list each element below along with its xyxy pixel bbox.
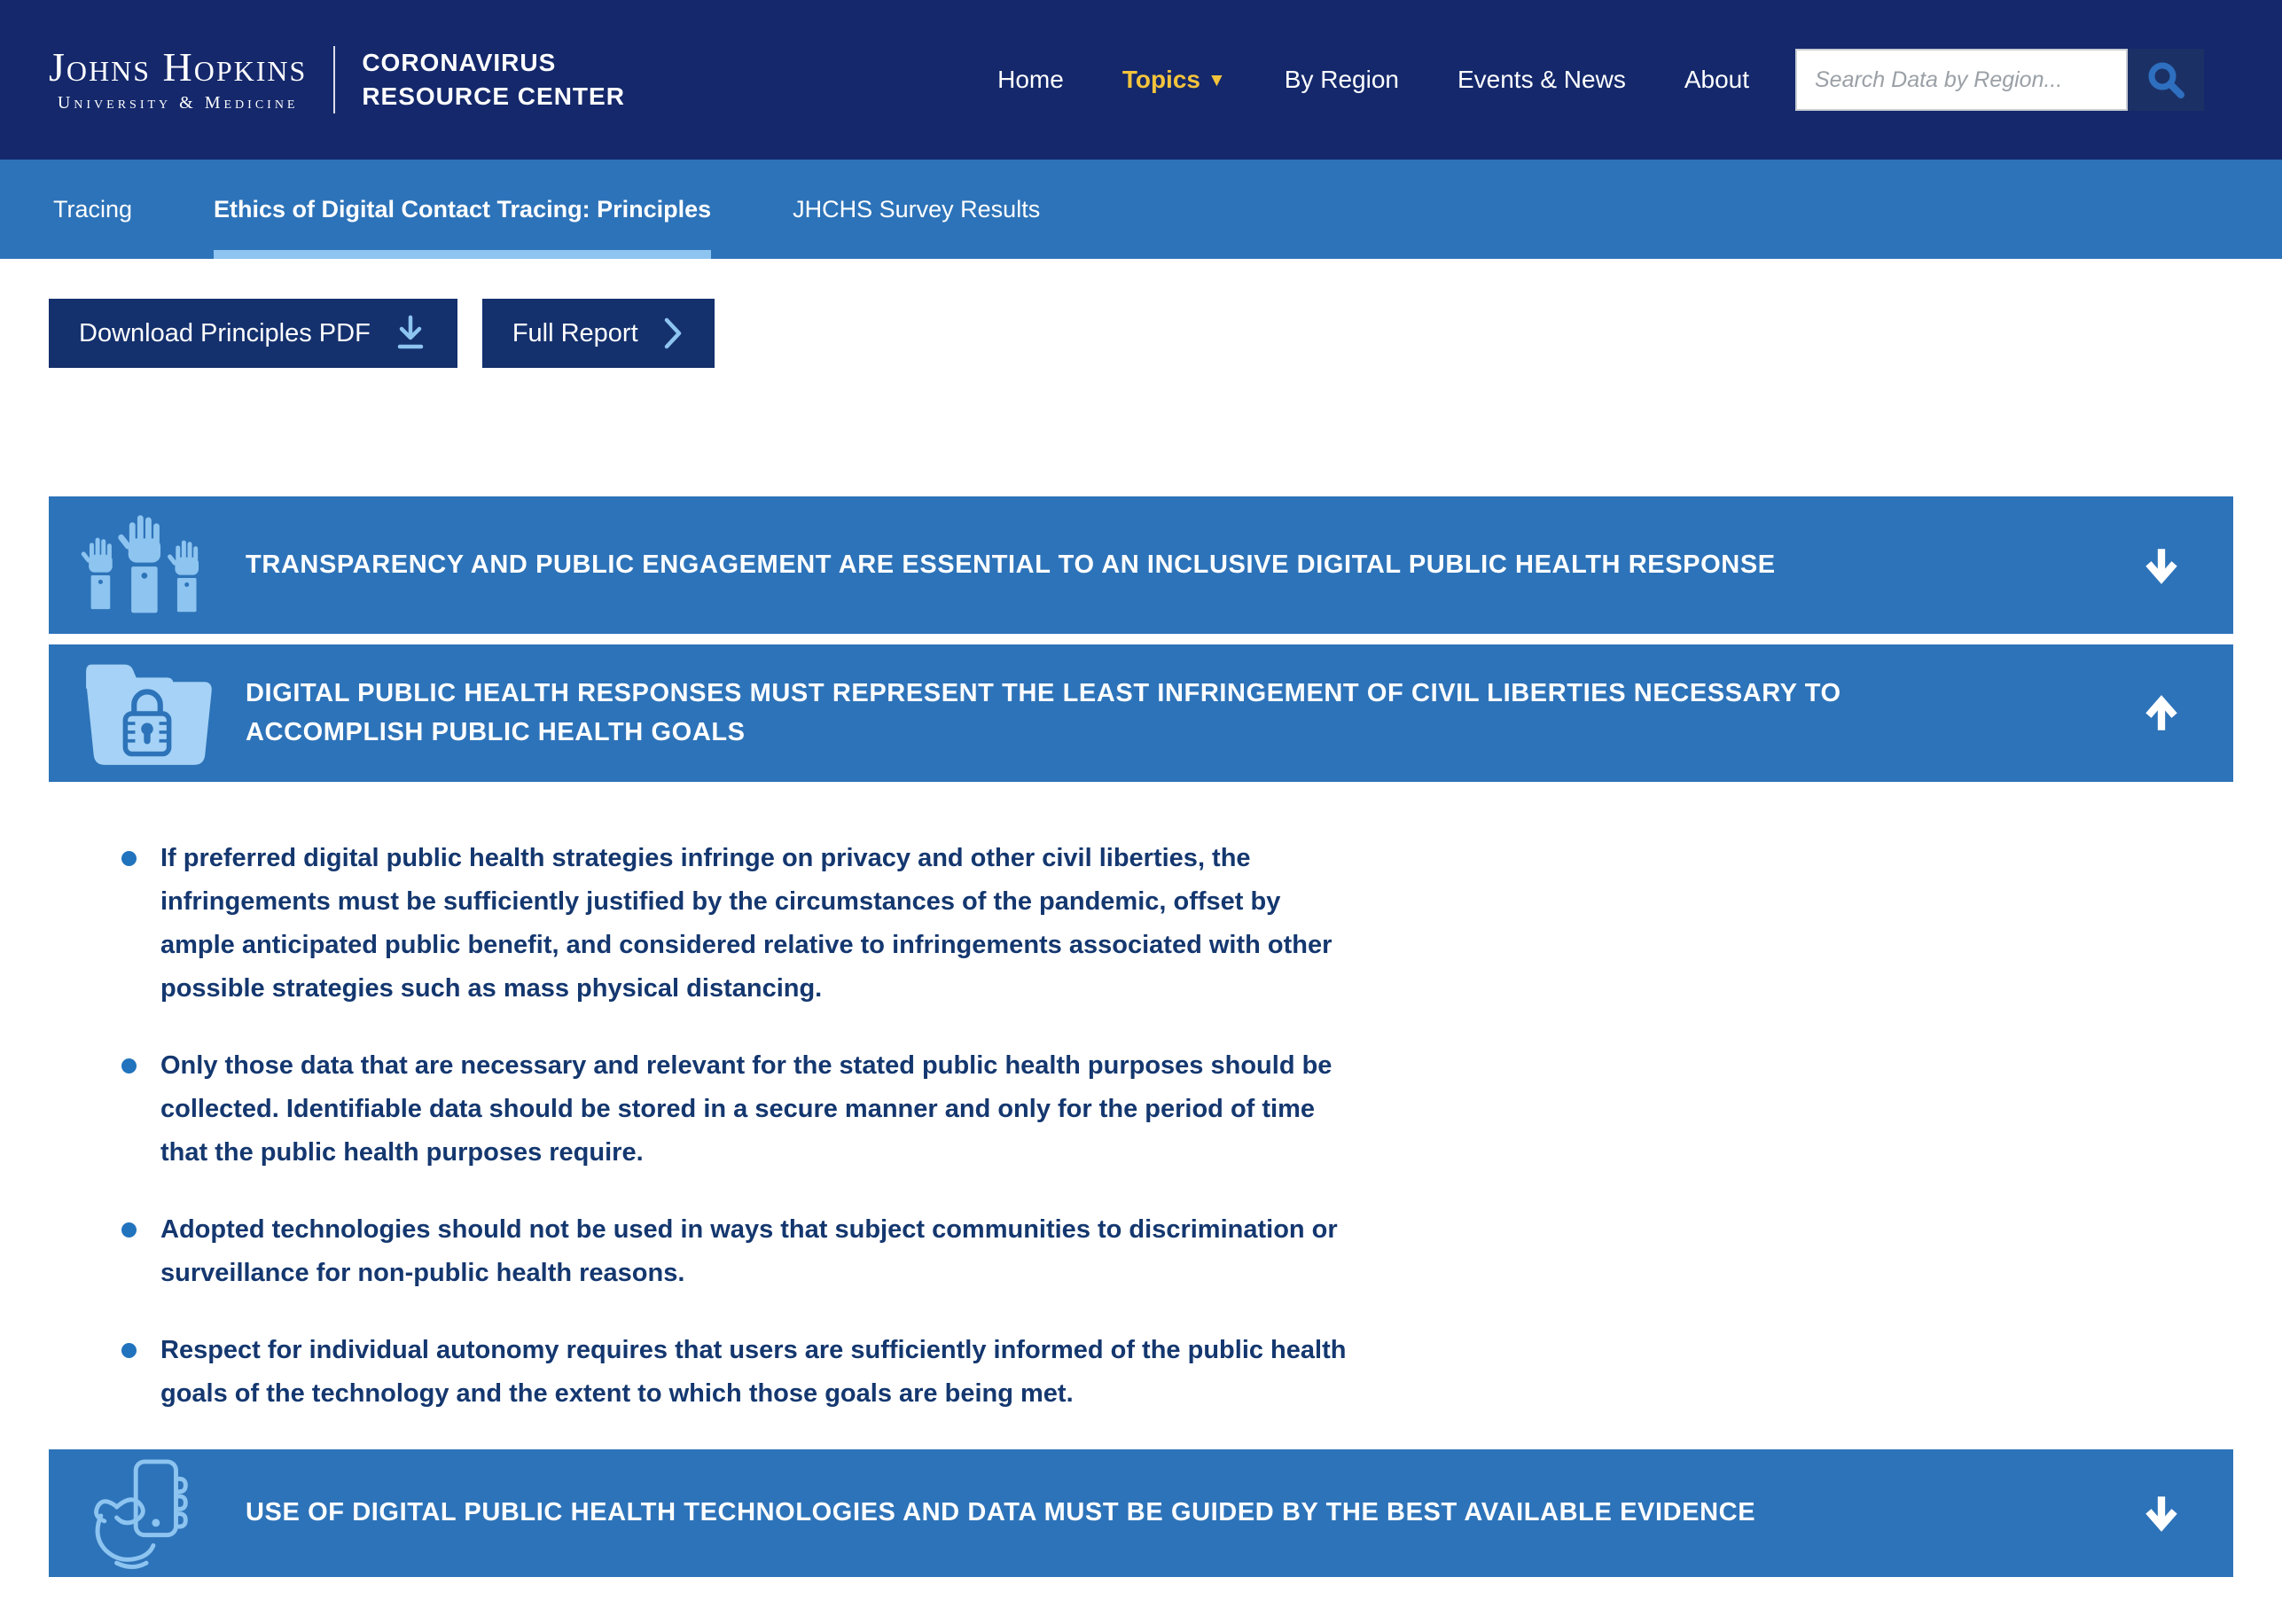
search-bar	[1795, 49, 2204, 111]
arrow-down-icon[interactable]	[2113, 1491, 2184, 1535]
principle-bullet-list	[49, 837, 2233, 1416]
accordion-best-evidence[interactable]	[49, 1449, 2233, 1577]
nav-item-events-news[interactable]: Events & News	[1457, 66, 1626, 93]
search-icon	[2146, 60, 2185, 99]
tab-ethics-principles[interactable]: Ethics of Digital Contact Tracing: Principles	[214, 160, 711, 259]
chevron-down-icon: ▼	[1207, 70, 1226, 90]
accordion-transparency[interactable]	[49, 496, 2233, 634]
accordion-title: USE OF DIGITAL PUBLIC HEALTH TECHNOLOGIES AND DATA MUST BE GUIDED BY THE BEST AVAILABLE EVIDENCE	[246, 1498, 1756, 1527]
accordion-least-infringement[interactable]	[49, 644, 2233, 782]
logo-block[interactable]	[49, 43, 625, 113]
full-report-button[interactable]: Full Report	[482, 299, 715, 368]
raised-hands-icon	[49, 513, 246, 618]
topic-subnav	[0, 160, 2282, 259]
download-principles-pdf-button[interactable]: Download Principles PDF	[49, 299, 457, 368]
main-nav	[997, 66, 1749, 94]
accordion-title: TRANSPARENCY AND PUBLIC ENGAGEMENT ARE ESSENTIAL TO AN INCLUSIVE DIGITAL PUBLIC HEALTH RESPONSE	[246, 550, 1776, 579]
site-title-line1: CORONAVIRUS	[362, 49, 557, 77]
bullet-item: Respect for individual autonomy requires that users are sufficiently informed of the public health goals of the technology and the extent to which those goals are being met.	[111, 1329, 1348, 1416]
search-input[interactable]	[1795, 49, 2128, 111]
nav-item-home[interactable]: Home	[997, 66, 1064, 93]
nav-item-by-region[interactable]: By Region	[1284, 66, 1399, 93]
tab-jhchs-survey-results[interactable]: JHCHS Survey Results	[793, 195, 1041, 223]
arrow-up-icon[interactable]	[2113, 691, 2184, 736]
hand-phone-icon	[49, 1456, 246, 1570]
main-content	[0, 259, 2282, 1577]
action-buttons	[49, 299, 2233, 368]
site-title	[362, 46, 625, 113]
accordion-title: DIGITAL PUBLIC HEALTH RESPONSES MUST REPRESENT THE LEAST INFRINGEMENT OF CIVIL LIBERTIES NECESSARY TO ACCOMPLISH PUBLIC HEALTH GOALS	[246, 679, 1841, 746]
logo-divider	[333, 46, 335, 113]
folder-lock-icon	[49, 658, 246, 769]
bullet-item: If preferred digital public health strategies infringe on privacy and other civil liberties, the infringements must be sufficiently justified by the circumstances of the pandemic, offset by ample anticipated public benefit, and considered relative to infringements associated with other possible strategies such as mass physical distancing.	[111, 837, 1348, 1011]
tab-tracing[interactable]: Tracing	[53, 195, 133, 223]
arrow-down-icon[interactable]	[2113, 543, 2184, 588]
logo-name: Johns Hopkins	[49, 43, 308, 90]
johns-hopkins-logo	[49, 43, 308, 113]
principles-accordion-list	[49, 496, 2233, 1577]
chevron-right-icon	[661, 316, 684, 350]
bullet-item: Adopted technologies should not be used in ways that subject communities to discrimination or surveillance for non-public health reasons.	[111, 1208, 1348, 1295]
site-title-line2: RESOURCE CENTER	[362, 82, 625, 110]
search-button[interactable]	[2128, 49, 2204, 111]
bullet-item: Only those data that are necessary and relevant for the stated public health purposes should be collected. Identifiable data should be stored in a secure manner and only for the period of time that the public health purposes require.	[111, 1044, 1348, 1175]
site-header	[0, 0, 2282, 160]
logo-subtitle: University & Medicine	[57, 92, 299, 113]
nav-item-about[interactable]: About	[1684, 66, 1749, 93]
download-icon	[394, 315, 427, 352]
nav-item-topics[interactable]: Topics ▼	[1121, 66, 1226, 93]
